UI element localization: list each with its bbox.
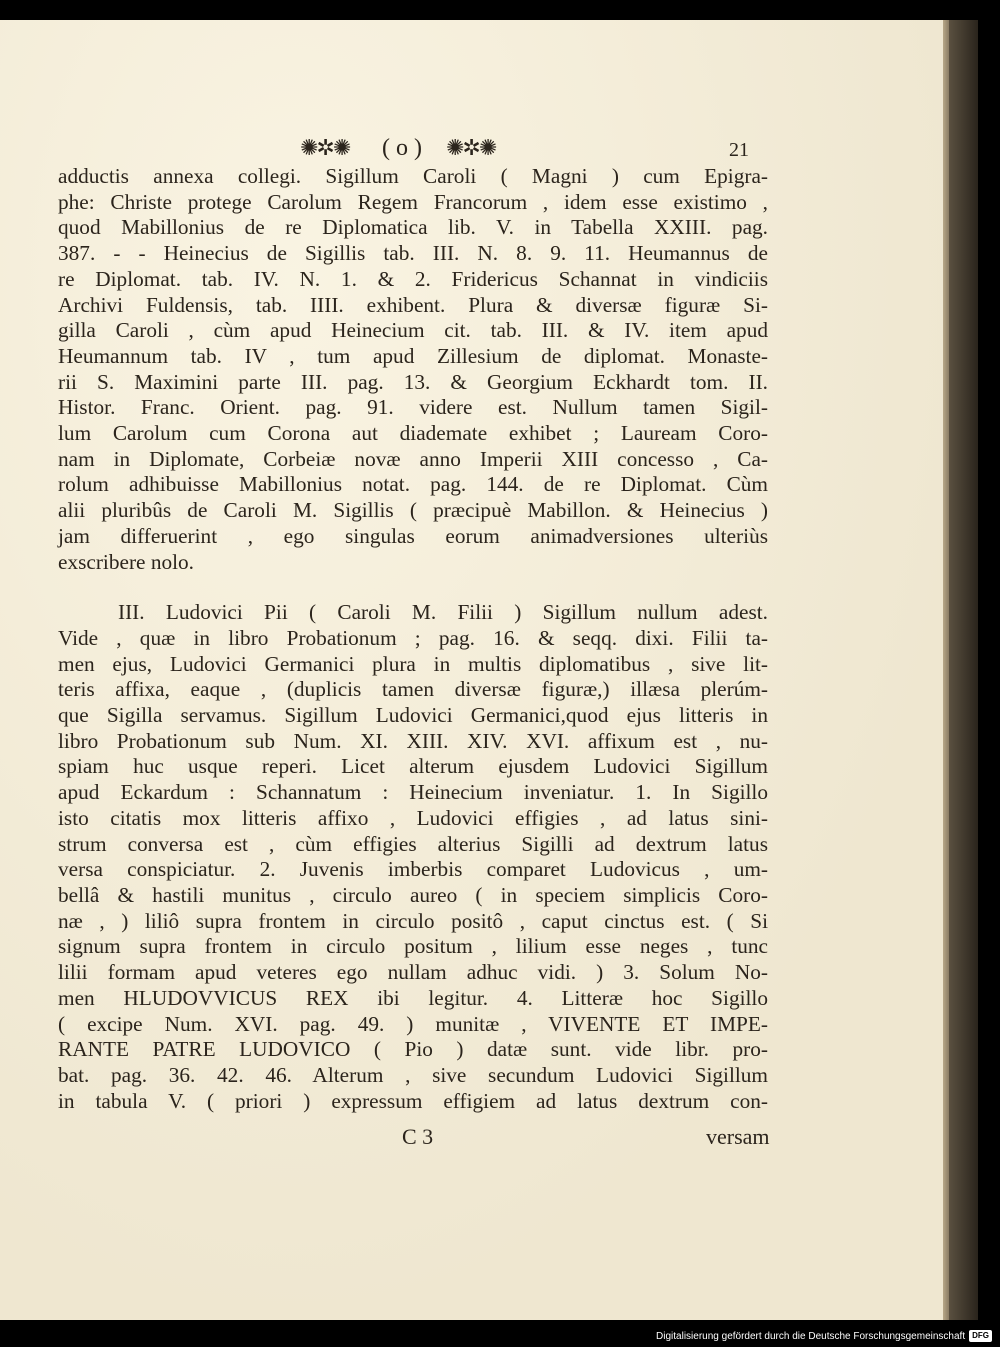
text-line: apud Eckardum : Schannatum : Heinecium inveniatur. 1. In Sigillo [58,780,768,805]
digitization-credit [656,1330,992,1342]
header-center-mark: ( o ) [382,135,422,161]
text-line: 387. - - Heinecius de Sigillis tab. III. N. 8. 9. 11. Heumannus de [58,241,768,266]
text-line: men HLUDOVVICUS REX ibi legitur. 4. Litteræ hoc Sigillo [58,985,768,1010]
text-line: signum supra frontem in circulo positum , lilium esse neges , tunc [58,934,768,959]
paragraph-1 [58,164,768,575]
text-line: alii pluribûs de Caroli M. Sigillis ( præcipuè Mabillon. & Heinecius ) [58,498,768,523]
credit-text: Digitalisierung gefördert durch die Deutsche Forschungsgemeinschaft [656,1330,966,1342]
text-line: re Diplomat. tab. IV. N. 1. & 2. Fridericus Schannat in vindiciis [58,266,768,291]
text-line: bellâ & hastili munitus , circulo aureo ( in speciem simplicis Coro- [58,882,768,907]
text-line: que Sigilla servamus. Sigillum Ludovici Germanici,quod ejus litteris in [58,703,768,728]
catchword: versam [706,1124,770,1149]
text-line: isto citatis mox litteris affixo , Ludovici effigies , ad latus sini- [58,805,768,830]
text-line: phe: Christe protege Carolum Regem Francorum , idem esse existimo , [58,189,768,214]
page-footer [0,1124,940,1164]
text-line: lum Carolum cum Corona aut diademate exhibet ; Lauream Coro- [58,421,768,446]
text-line: nam in Diplomate, Corbeiæ novæ anno Imperii XIII concesso , Ca- [58,446,768,471]
text-line: ( excipe Num. XVI. pag. 49. ) munitæ , VIVENTE ET IMPE- [58,1011,768,1036]
text-line: III. Ludovici Pii ( Caroli M. Filii ) Sigillum nullum adest. [118,600,768,625]
text-line: gilla Caroli , cùm apud Heinecium cit. tab. III. & IV. item apud [58,318,768,343]
text-line: spiam huc usque reperi. Licet alterum ejusdem Ludovici Sigillum [58,754,768,779]
text-line: exscribere nolo. [58,549,195,574]
text-line: Heumannum tab. IV , tum apud Zillesium de diplomat. Monaste- [58,343,768,368]
text-line: versa conspiciatur. 2. Juvenis imberbis comparet Ludovicus , um- [58,857,768,882]
text-line: strum conversa est , cùm effigies alterius Sigilli ad dextrum latus [58,831,768,856]
text-line: Histor. Franc. Orient. pag. 91. videre est. Nullum tamen Sigil- [58,395,768,420]
text-line: Archivi Fuldensis, tab. IIII. exhibent. Plura & diversæ figuræ Si- [58,292,768,317]
page-body [58,164,768,1114]
text-line: teris affixa, eaque , (duplicis tamen diversæ figuræ,) illæsa plerúm- [58,677,768,702]
page-number: 21 [729,139,749,161]
text-line: rii S. Maximini parte III. pag. 13. & Georgium Eckhardt tom. II. [58,369,768,394]
text-line: quod Mabillonius de re Diplomatica lib. V. in Tabella XXIII. pag. [58,215,768,240]
ornament-left-icon: ✺✲✺ [300,135,350,160]
text-line: men ejus, Ludovici Germanici plura in multis diplomatibus , sive lit- [58,651,768,676]
text-line: in tabula V. ( priori ) expressum effigiem ad latus dextrum con- [58,1088,768,1113]
ornament-right-icon: ✺✲✺ [446,135,496,160]
dfg-logo-icon: DFG [969,1330,992,1342]
text-line: lilii formam apud veteres ego nullam adhuc vidi. ) 3. Solum No- [58,960,768,985]
book-spine [949,20,978,1320]
paragraph-2 [58,600,768,1114]
text-line: libro Probationum sub Num. XI. XIII. XIV. XVI. affixum est , nu- [58,728,768,753]
text-line: Vide , quæ in libro Probationum ; pag. 16. & seqq. dixi. Filii ta- [58,625,768,650]
text-line: adductis annexa collegi. Sigillum Caroli ( Magni ) cum Epigra- [58,164,768,188]
signature-mark: C 3 [402,1124,434,1149]
text-line: rolum adhibuisse Mabillonius notat. pag. 144. de re Diplomat. Cùm [58,472,768,497]
text-line: jam differuerint , ego singulas eorum animadversiones ulteriùs [58,523,768,548]
text-line: bat. pag. 36. 42. 46. Alterum , sive secundum Ludovici Sigillum [58,1062,768,1087]
text-line: næ , ) liliô supra frontem in circulo positô , caput cinctus est. ( Si [58,908,768,933]
text-line: RANTE PATRE LUDOVICO ( Pio ) datæ sunt. vide libr. pro- [58,1037,768,1062]
